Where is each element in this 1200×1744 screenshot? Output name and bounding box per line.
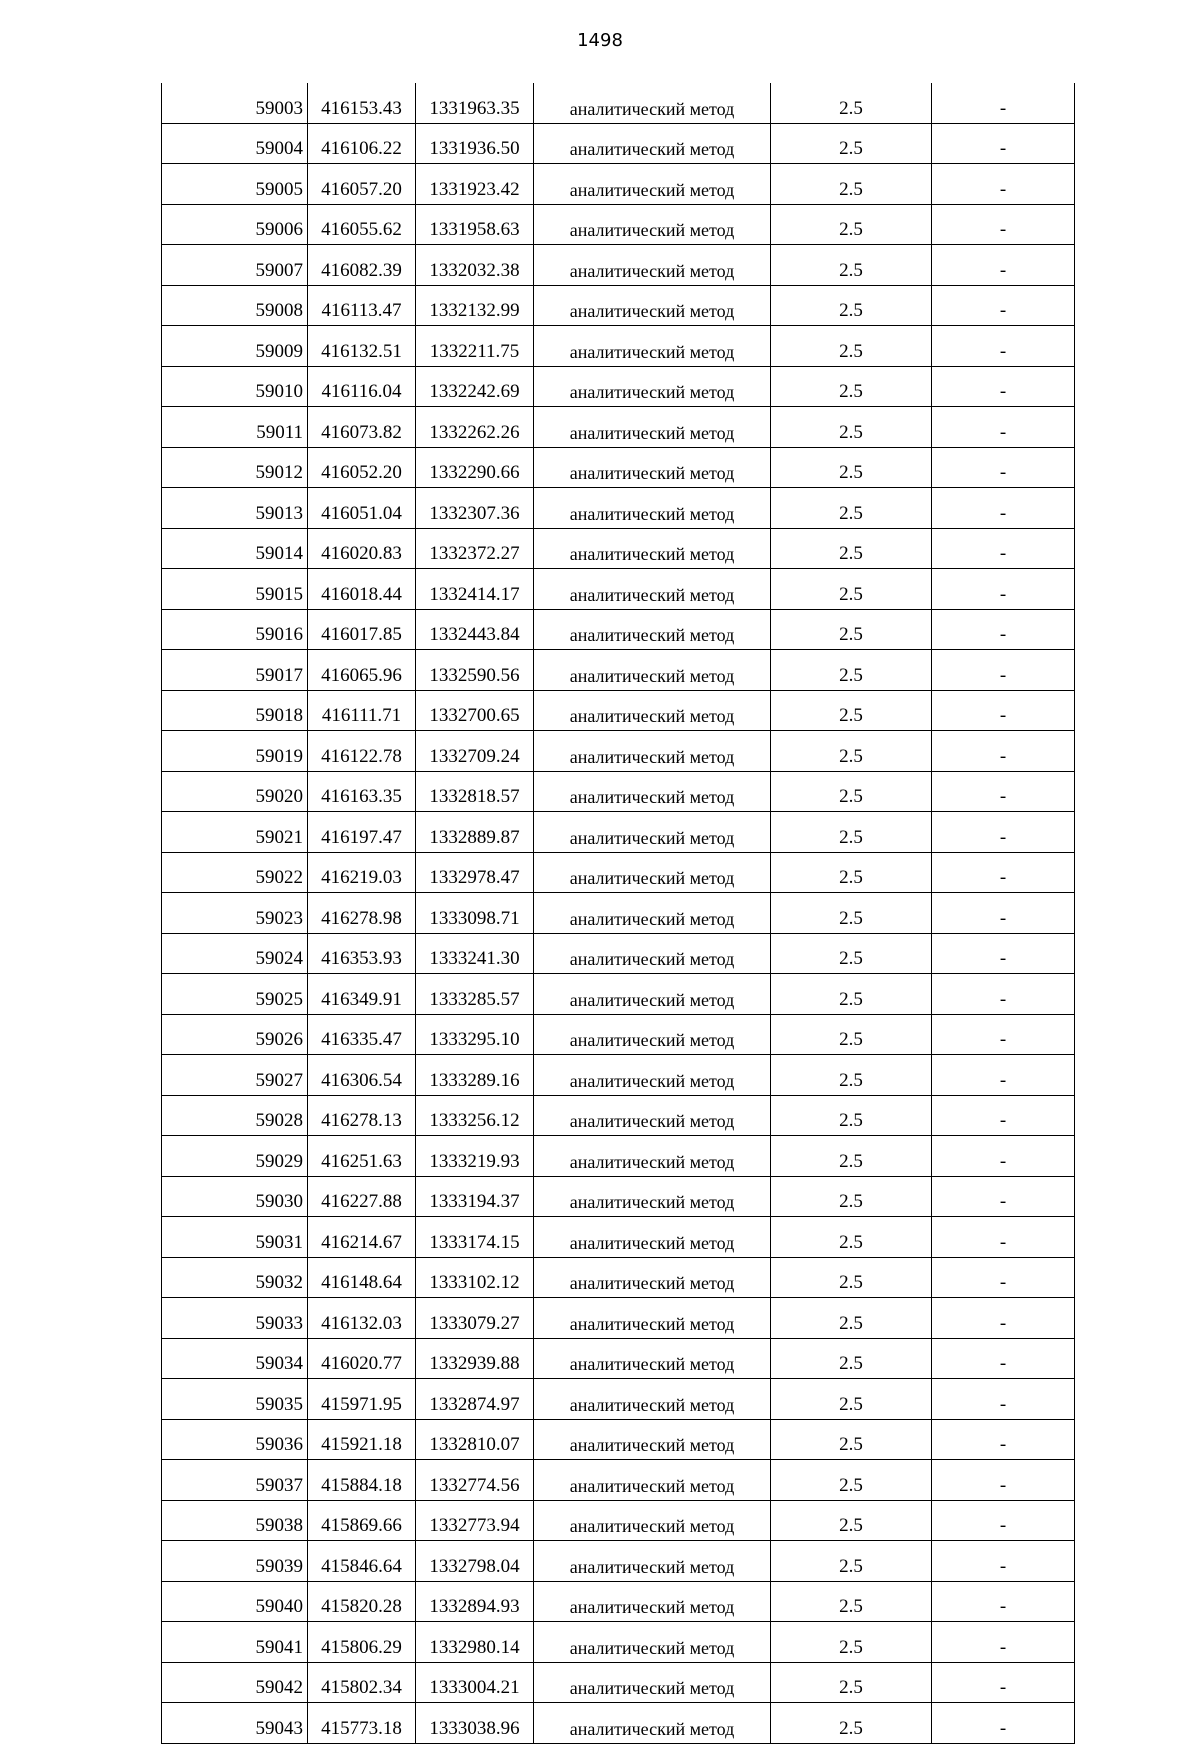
table-row <box>162 1298 1075 1339</box>
y-coordinate-cell: 1333079.27 <box>416 1298 534 1339</box>
point-number-cell: 59012 <box>162 447 308 488</box>
method-cell: аналитический метод <box>534 83 771 123</box>
note-cell: - <box>932 609 1075 650</box>
table-row <box>162 528 1075 569</box>
method-cell: аналитический метод <box>534 1298 771 1339</box>
method-cell: аналитический метод <box>534 488 771 529</box>
table-row <box>162 1622 1075 1663</box>
note-cell: - <box>932 893 1075 934</box>
accuracy-cell: 2.5 <box>771 366 932 407</box>
x-coordinate-cell: 416278.13 <box>308 1095 416 1136</box>
note-cell: - <box>932 326 1075 367</box>
table-row <box>162 1136 1075 1177</box>
method-cell: аналитический метод <box>534 974 771 1015</box>
accuracy-cell: 2.5 <box>771 609 932 650</box>
point-number-cell: 59005 <box>162 164 308 205</box>
point-number-cell: 59020 <box>162 771 308 812</box>
x-coordinate-cell: 416106.22 <box>308 123 416 164</box>
note-cell: - <box>932 1379 1075 1420</box>
accuracy-cell: 2.5 <box>771 1460 932 1501</box>
point-number-cell: 59015 <box>162 569 308 610</box>
note-cell: - <box>932 650 1075 691</box>
accuracy-cell: 2.5 <box>771 164 932 205</box>
y-coordinate-cell: 1332262.26 <box>416 407 534 448</box>
note-cell: - <box>932 83 1075 123</box>
accuracy-cell: 2.5 <box>771 1298 932 1339</box>
x-coordinate-cell: 416227.88 <box>308 1176 416 1217</box>
accuracy-cell: 2.5 <box>771 1662 932 1703</box>
method-cell: аналитический метод <box>534 285 771 326</box>
point-number-cell: 59024 <box>162 933 308 974</box>
table-row <box>162 1379 1075 1420</box>
x-coordinate-cell: 415971.95 <box>308 1379 416 1420</box>
point-number-cell: 59010 <box>162 366 308 407</box>
method-cell: аналитический метод <box>534 1662 771 1703</box>
accuracy-cell: 2.5 <box>771 407 932 448</box>
method-cell: аналитический метод <box>534 1622 771 1663</box>
table-row <box>162 1460 1075 1501</box>
point-number-cell: 59009 <box>162 326 308 367</box>
method-cell: аналитический метод <box>534 933 771 974</box>
note-cell: - <box>932 245 1075 286</box>
accuracy-cell: 2.5 <box>771 974 932 1015</box>
point-number-cell: 59040 <box>162 1581 308 1622</box>
note-cell: - <box>932 1662 1075 1703</box>
point-number-cell: 59035 <box>162 1379 308 1420</box>
note-cell: - <box>932 852 1075 893</box>
table-row <box>162 1419 1075 1460</box>
table-row <box>162 1662 1075 1703</box>
note-cell: - <box>932 488 1075 529</box>
table-row <box>162 1055 1075 1096</box>
x-coordinate-cell: 415820.28 <box>308 1581 416 1622</box>
note-cell: - <box>932 974 1075 1015</box>
accuracy-cell: 2.5 <box>771 1055 932 1096</box>
point-number-cell: 59006 <box>162 204 308 245</box>
table-row <box>162 933 1075 974</box>
method-cell: аналитический метод <box>534 1095 771 1136</box>
y-coordinate-cell: 1332939.88 <box>416 1338 534 1379</box>
y-coordinate-cell: 1332211.75 <box>416 326 534 367</box>
point-number-cell: 59029 <box>162 1136 308 1177</box>
accuracy-cell: 2.5 <box>771 285 932 326</box>
accuracy-cell: 2.5 <box>771 1581 932 1622</box>
table-row <box>162 1014 1075 1055</box>
accuracy-cell: 2.5 <box>771 1095 932 1136</box>
note-cell: - <box>932 1136 1075 1177</box>
method-cell: аналитический метод <box>534 447 771 488</box>
method-cell: аналитический метод <box>534 650 771 691</box>
x-coordinate-cell: 416020.83 <box>308 528 416 569</box>
note-cell: - <box>932 1095 1075 1136</box>
y-coordinate-cell: 1333102.12 <box>416 1257 534 1298</box>
point-number-cell: 59004 <box>162 123 308 164</box>
note-cell: - <box>932 569 1075 610</box>
x-coordinate-cell: 416153.43 <box>308 83 416 123</box>
method-cell: аналитический метод <box>534 245 771 286</box>
y-coordinate-cell: 1332242.69 <box>416 366 534 407</box>
note-cell: - <box>932 771 1075 812</box>
y-coordinate-cell: 1333285.57 <box>416 974 534 1015</box>
x-coordinate-cell: 416065.96 <box>308 650 416 691</box>
method-cell: аналитический метод <box>534 1176 771 1217</box>
y-coordinate-cell: 1332032.38 <box>416 245 534 286</box>
page-number: 1498 <box>577 30 623 51</box>
accuracy-cell: 2.5 <box>771 204 932 245</box>
y-coordinate-cell: 1331923.42 <box>416 164 534 205</box>
note-cell: - <box>932 933 1075 974</box>
point-number-cell: 59022 <box>162 852 308 893</box>
method-cell: аналитический метод <box>534 1055 771 1096</box>
accuracy-cell: 2.5 <box>771 1419 932 1460</box>
point-number-cell: 59031 <box>162 1217 308 1258</box>
note-cell: - <box>932 1703 1075 1744</box>
x-coordinate-cell: 416353.93 <box>308 933 416 974</box>
note-cell: - <box>932 1622 1075 1663</box>
table-row <box>162 1703 1075 1744</box>
accuracy-cell: 2.5 <box>771 1257 932 1298</box>
y-coordinate-cell: 1332798.04 <box>416 1541 534 1582</box>
table-row <box>162 123 1075 164</box>
y-coordinate-cell: 1332290.66 <box>416 447 534 488</box>
x-coordinate-cell: 416214.67 <box>308 1217 416 1258</box>
method-cell: аналитический метод <box>534 1419 771 1460</box>
x-coordinate-cell: 416132.03 <box>308 1298 416 1339</box>
x-coordinate-cell: 416111.71 <box>308 690 416 731</box>
table-row <box>162 974 1075 1015</box>
note-cell: - <box>932 1338 1075 1379</box>
accuracy-cell: 2.5 <box>771 1379 932 1420</box>
accuracy-cell: 2.5 <box>771 650 932 691</box>
table-row <box>162 731 1075 772</box>
point-number-cell: 59034 <box>162 1338 308 1379</box>
point-number-cell: 59033 <box>162 1298 308 1339</box>
y-coordinate-cell: 1332307.36 <box>416 488 534 529</box>
note-cell: - <box>932 1419 1075 1460</box>
x-coordinate-cell: 416020.77 <box>308 1338 416 1379</box>
point-number-cell: 59018 <box>162 690 308 731</box>
point-number-cell: 59037 <box>162 1460 308 1501</box>
method-cell: аналитический метод <box>534 690 771 731</box>
x-coordinate-cell: 415802.34 <box>308 1662 416 1703</box>
method-cell: аналитический метод <box>534 1014 771 1055</box>
accuracy-cell: 2.5 <box>771 1500 932 1541</box>
accuracy-cell: 2.5 <box>771 447 932 488</box>
note-cell: - <box>932 1217 1075 1258</box>
accuracy-cell: 2.5 <box>771 123 932 164</box>
note-cell: - <box>932 528 1075 569</box>
table-row <box>162 204 1075 245</box>
accuracy-cell: 2.5 <box>771 731 932 772</box>
y-coordinate-cell: 1333174.15 <box>416 1217 534 1258</box>
note-cell: - <box>932 1500 1075 1541</box>
method-cell: аналитический метод <box>534 609 771 650</box>
y-coordinate-cell: 1332980.14 <box>416 1622 534 1663</box>
point-number-cell: 59013 <box>162 488 308 529</box>
accuracy-cell: 2.5 <box>771 852 932 893</box>
method-cell: аналитический метод <box>534 1338 771 1379</box>
note-cell: - <box>932 690 1075 731</box>
note-cell: - <box>932 204 1075 245</box>
note-cell: - <box>932 407 1075 448</box>
method-cell: аналитический метод <box>534 1217 771 1258</box>
x-coordinate-cell: 415921.18 <box>308 1419 416 1460</box>
point-number-cell: 59014 <box>162 528 308 569</box>
table-row <box>162 852 1075 893</box>
method-cell: аналитический метод <box>534 1541 771 1582</box>
accuracy-cell: 2.5 <box>771 1541 932 1582</box>
x-coordinate-cell: 416051.04 <box>308 488 416 529</box>
y-coordinate-cell: 1332443.84 <box>416 609 534 650</box>
accuracy-cell: 2.5 <box>771 1014 932 1055</box>
table-row <box>162 1338 1075 1379</box>
table-row <box>162 326 1075 367</box>
x-coordinate-cell: 416278.98 <box>308 893 416 934</box>
accuracy-cell: 2.5 <box>771 690 932 731</box>
y-coordinate-cell: 1332590.56 <box>416 650 534 691</box>
point-number-cell: 59019 <box>162 731 308 772</box>
method-cell: аналитический метод <box>534 528 771 569</box>
accuracy-cell: 2.5 <box>771 1703 932 1744</box>
point-number-cell: 59036 <box>162 1419 308 1460</box>
y-coordinate-cell: 1332414.17 <box>416 569 534 610</box>
table-row <box>162 407 1075 448</box>
note-cell: - <box>932 1460 1075 1501</box>
note-cell: - <box>932 731 1075 772</box>
table-row <box>162 1217 1075 1258</box>
table-row <box>162 650 1075 691</box>
table-row <box>162 1095 1075 1136</box>
method-cell: аналитический метод <box>534 164 771 205</box>
y-coordinate-cell: 1331963.35 <box>416 83 534 123</box>
table-row <box>162 164 1075 205</box>
x-coordinate-cell: 415773.18 <box>308 1703 416 1744</box>
x-coordinate-cell: 416018.44 <box>308 569 416 610</box>
point-number-cell: 59008 <box>162 285 308 326</box>
table-row <box>162 1581 1075 1622</box>
y-coordinate-cell: 1333098.71 <box>416 893 534 934</box>
accuracy-cell: 2.5 <box>771 812 932 853</box>
x-coordinate-cell: 416116.04 <box>308 366 416 407</box>
note-cell: - <box>932 164 1075 205</box>
y-coordinate-cell: 1333219.93 <box>416 1136 534 1177</box>
table-row <box>162 609 1075 650</box>
method-cell: аналитический метод <box>534 771 771 812</box>
method-cell: аналитический метод <box>534 569 771 610</box>
accuracy-cell: 2.5 <box>771 569 932 610</box>
x-coordinate-cell: 416163.35 <box>308 771 416 812</box>
method-cell: аналитический метод <box>534 812 771 853</box>
y-coordinate-cell: 1332700.65 <box>416 690 534 731</box>
x-coordinate-cell: 416132.51 <box>308 326 416 367</box>
note-cell: - <box>932 1581 1075 1622</box>
y-coordinate-cell: 1333004.21 <box>416 1662 534 1703</box>
table-row <box>162 285 1075 326</box>
y-coordinate-cell: 1332810.07 <box>416 1419 534 1460</box>
y-coordinate-cell: 1333295.10 <box>416 1014 534 1055</box>
x-coordinate-cell: 416055.62 <box>308 204 416 245</box>
y-coordinate-cell: 1331958.63 <box>416 204 534 245</box>
method-cell: аналитический метод <box>534 123 771 164</box>
y-coordinate-cell: 1333289.16 <box>416 1055 534 1096</box>
point-number-cell: 59042 <box>162 1662 308 1703</box>
point-number-cell: 59023 <box>162 893 308 934</box>
point-number-cell: 59025 <box>162 974 308 1015</box>
y-coordinate-cell: 1332132.99 <box>416 285 534 326</box>
x-coordinate-cell: 415884.18 <box>308 1460 416 1501</box>
y-coordinate-cell: 1333194.37 <box>416 1176 534 1217</box>
table-row <box>162 690 1075 731</box>
method-cell: аналитический метод <box>534 731 771 772</box>
y-coordinate-cell: 1332978.47 <box>416 852 534 893</box>
x-coordinate-cell: 415846.64 <box>308 1541 416 1582</box>
y-coordinate-cell: 1332773.94 <box>416 1500 534 1541</box>
table-row <box>162 1257 1075 1298</box>
note-cell: - <box>932 447 1075 488</box>
point-number-cell: 59032 <box>162 1257 308 1298</box>
method-cell: аналитический метод <box>534 852 771 893</box>
method-cell: аналитический метод <box>534 1379 771 1420</box>
note-cell: - <box>932 812 1075 853</box>
x-coordinate-cell: 416251.63 <box>308 1136 416 1177</box>
note-cell: - <box>932 285 1075 326</box>
coordinates-table <box>161 83 1075 1744</box>
accuracy-cell: 2.5 <box>771 1217 932 1258</box>
point-number-cell: 59026 <box>162 1014 308 1055</box>
accuracy-cell: 2.5 <box>771 933 932 974</box>
point-number-cell: 59003 <box>162 83 308 123</box>
x-coordinate-cell: 416082.39 <box>308 245 416 286</box>
y-coordinate-cell: 1333038.96 <box>416 1703 534 1744</box>
table-row <box>162 569 1075 610</box>
accuracy-cell: 2.5 <box>771 1136 932 1177</box>
point-number-cell: 59030 <box>162 1176 308 1217</box>
accuracy-cell: 2.5 <box>771 326 932 367</box>
accuracy-cell: 2.5 <box>771 771 932 812</box>
table-row <box>162 812 1075 853</box>
table-row <box>162 771 1075 812</box>
table-row <box>162 1500 1075 1541</box>
x-coordinate-cell: 416113.47 <box>308 285 416 326</box>
note-cell: - <box>932 123 1075 164</box>
point-number-cell: 59011 <box>162 407 308 448</box>
x-coordinate-cell: 416335.47 <box>308 1014 416 1055</box>
point-number-cell: 59027 <box>162 1055 308 1096</box>
method-cell: аналитический метод <box>534 204 771 245</box>
point-number-cell: 59028 <box>162 1095 308 1136</box>
method-cell: аналитический метод <box>534 366 771 407</box>
y-coordinate-cell: 1333241.30 <box>416 933 534 974</box>
x-coordinate-cell: 416017.85 <box>308 609 416 650</box>
accuracy-cell: 2.5 <box>771 488 932 529</box>
y-coordinate-cell: 1332774.56 <box>416 1460 534 1501</box>
method-cell: аналитический метод <box>534 893 771 934</box>
point-number-cell: 59038 <box>162 1500 308 1541</box>
x-coordinate-cell: 416349.91 <box>308 974 416 1015</box>
y-coordinate-cell: 1333256.12 <box>416 1095 534 1136</box>
accuracy-cell: 2.5 <box>771 1176 932 1217</box>
point-number-cell: 59039 <box>162 1541 308 1582</box>
method-cell: аналитический метод <box>534 1257 771 1298</box>
table-row <box>162 1541 1075 1582</box>
point-number-cell: 59021 <box>162 812 308 853</box>
note-cell: - <box>932 1176 1075 1217</box>
point-number-cell: 59016 <box>162 609 308 650</box>
accuracy-cell: 2.5 <box>771 245 932 286</box>
x-coordinate-cell: 415869.66 <box>308 1500 416 1541</box>
coordinates-table-body <box>162 83 1075 1743</box>
x-coordinate-cell: 416052.20 <box>308 447 416 488</box>
note-cell: - <box>932 1257 1075 1298</box>
x-coordinate-cell: 416197.47 <box>308 812 416 853</box>
note-cell: - <box>932 366 1075 407</box>
table-row <box>162 893 1075 934</box>
x-coordinate-cell: 416073.82 <box>308 407 416 448</box>
y-coordinate-cell: 1332372.27 <box>416 528 534 569</box>
x-coordinate-cell: 416148.64 <box>308 1257 416 1298</box>
y-coordinate-cell: 1331936.50 <box>416 123 534 164</box>
method-cell: аналитический метод <box>534 1500 771 1541</box>
table-row <box>162 245 1075 286</box>
x-coordinate-cell: 416306.54 <box>308 1055 416 1096</box>
method-cell: аналитический метод <box>534 326 771 367</box>
note-cell: - <box>932 1298 1075 1339</box>
accuracy-cell: 2.5 <box>771 1622 932 1663</box>
x-coordinate-cell: 415806.29 <box>308 1622 416 1663</box>
method-cell: аналитический метод <box>534 407 771 448</box>
y-coordinate-cell: 1332894.93 <box>416 1581 534 1622</box>
x-coordinate-cell: 416219.03 <box>308 852 416 893</box>
note-cell: - <box>932 1055 1075 1096</box>
table-row <box>162 447 1075 488</box>
table-row <box>162 1176 1075 1217</box>
point-number-cell: 59017 <box>162 650 308 691</box>
note-cell: - <box>932 1014 1075 1055</box>
accuracy-cell: 2.5 <box>771 1338 932 1379</box>
y-coordinate-cell: 1332874.97 <box>416 1379 534 1420</box>
y-coordinate-cell: 1332889.87 <box>416 812 534 853</box>
accuracy-cell: 2.5 <box>771 893 932 934</box>
method-cell: аналитический метод <box>534 1703 771 1744</box>
table-row <box>162 488 1075 529</box>
accuracy-cell: 2.5 <box>771 528 932 569</box>
x-coordinate-cell: 416122.78 <box>308 731 416 772</box>
method-cell: аналитический метод <box>534 1136 771 1177</box>
y-coordinate-cell: 1332709.24 <box>416 731 534 772</box>
note-cell: - <box>932 1541 1075 1582</box>
method-cell: аналитический метод <box>534 1460 771 1501</box>
method-cell: аналитический метод <box>534 1581 771 1622</box>
point-number-cell: 59043 <box>162 1703 308 1744</box>
point-number-cell: 59007 <box>162 245 308 286</box>
table-row <box>162 83 1075 123</box>
x-coordinate-cell: 416057.20 <box>308 164 416 205</box>
accuracy-cell: 2.5 <box>771 83 932 123</box>
table-row <box>162 366 1075 407</box>
point-number-cell: 59041 <box>162 1622 308 1663</box>
y-coordinate-cell: 1332818.57 <box>416 771 534 812</box>
